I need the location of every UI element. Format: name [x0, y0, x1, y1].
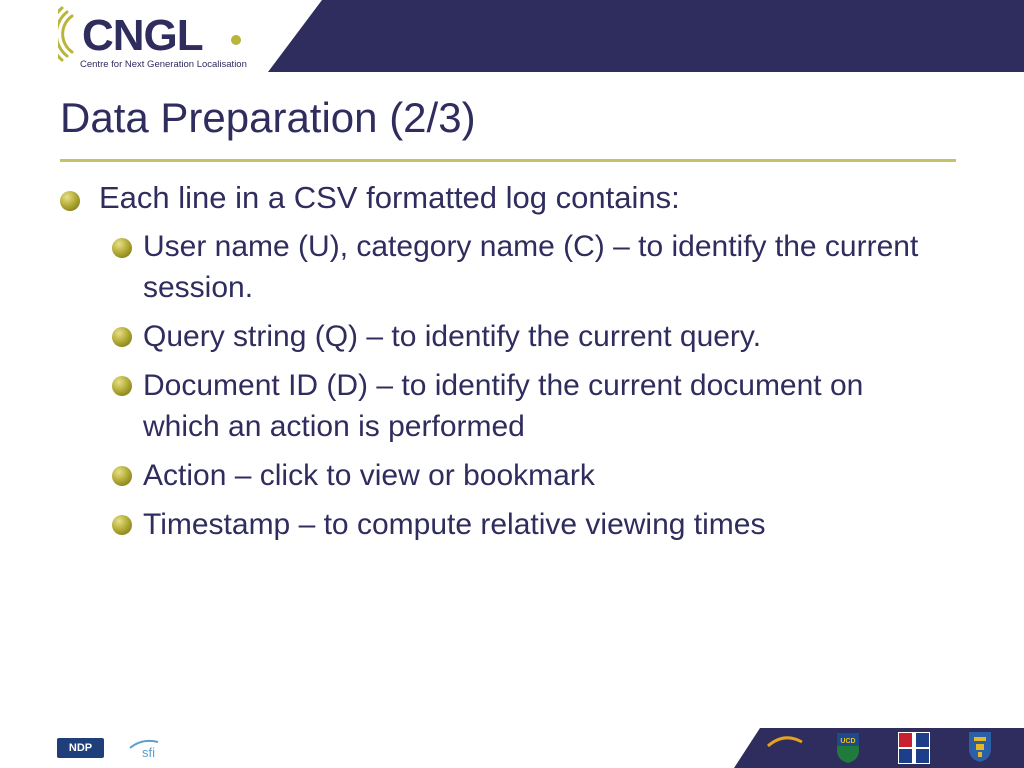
- dcu-logo-text: DCU: [766, 748, 799, 764]
- sub-bullet-text: User name (U), category name (C) – to identify the current session.: [143, 230, 919, 304]
- bullet-icon: [112, 466, 132, 486]
- ul-logo: [898, 732, 930, 764]
- cngl-logo-text: CNGL: [82, 11, 203, 60]
- ucd-crest: [836, 732, 860, 764]
- slide-title: Data Preparation (2/3): [60, 94, 476, 141]
- logo-tagline: Centre for Next Generation Localisation: [80, 59, 247, 70]
- sfi-logo: [128, 736, 168, 762]
- sub-bullet-text: Timestamp – to compute relative viewing times: [143, 508, 766, 541]
- sub-bullet-text: Action – click to view or bookmark: [143, 459, 595, 492]
- sub-bullet-text: Document ID (D) – to identify the current document on which an action is performed: [143, 369, 864, 443]
- bullet-icon: [112, 238, 132, 258]
- bullet-icon: [60, 191, 80, 211]
- sub-bullet-text: Query string (Q) – to identify the current query.: [143, 320, 762, 353]
- sfi-logo-text: sfi: [142, 745, 155, 760]
- bullet-icon: [112, 515, 132, 535]
- bullet-icon: [112, 327, 132, 347]
- ucd-crest-text: UCD: [840, 738, 856, 745]
- bullet-icon: [112, 376, 132, 396]
- bullet-text: Each line in a CSV formatted log contains:: [99, 180, 680, 215]
- dcu-swoosh-icon: [768, 738, 802, 746]
- dcu-logo: [762, 734, 806, 764]
- tcd-crest: [968, 731, 992, 763]
- ndp-logo: NDP: [57, 738, 104, 758]
